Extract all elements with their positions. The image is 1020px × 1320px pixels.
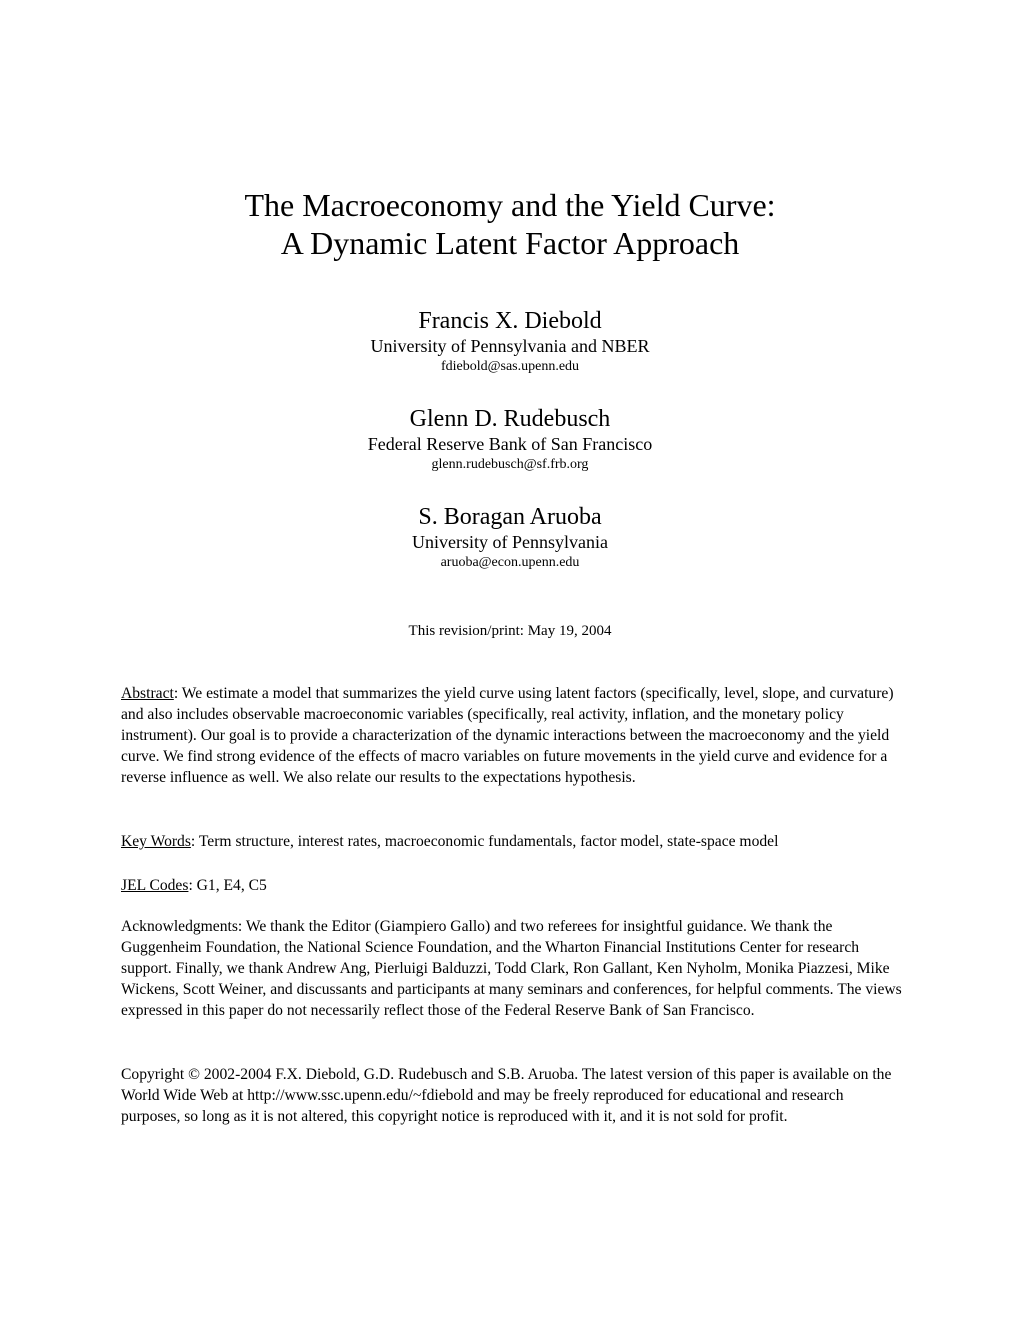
- author-name: S. Boragan Aruoba: [418, 504, 602, 530]
- keywords-text: : Term structure, interest rates, macroeconomic fundamentals, factor model, state-space model: [190, 833, 779, 850]
- jel-codes-paragraph: [121, 875, 906, 896]
- author-name: Francis X. Diebold: [418, 308, 602, 334]
- paper-title: [0, 186, 1020, 262]
- author-email: aruoba@econ.upenn.edu: [440, 555, 580, 570]
- revision-date: This revision/print: May 19, 2004: [408, 623, 612, 639]
- author-block-rudebusch: [0, 405, 1020, 475]
- author-name: Glenn D. Rudebusch: [409, 406, 611, 432]
- jel-codes-label: JEL Codes: [121, 877, 189, 894]
- paper-title-line-2: A Dynamic Latent Factor Approach: [280, 225, 740, 261]
- author-affiliation: University of Pennsylvania and NBER: [370, 336, 650, 356]
- copyright-notice: Copyright © 2002-2004 F.X. Diebold, G.D. Rudebusch and S.B. Aruoba. The latest version of this paper is available on the World Wide Web at http://www.ssc.upenn.edu/~fdiebold and may be freely reproduced for educational and research purposes, so long as it is not altered, this copyright notice is reproduced with it, and it is not sold for profit.: [121, 1066, 892, 1126]
- abstract-text: : We estimate a model that summarizes the yield curve using latent factors (specifically, level, slope, and curvature) and also includes observable macroeconomic variables (specifically, real activity, inflation, and the monetary policy instrument). Our goal is to provide a characterization of the dynamic interactions between the macroeconomy and the yield curve. We find strong evidence of the effects of macro variables on future movements in the yield curve and evidence for a reverse influence as well. We also relate our results to the expectations hypothesis.: [121, 685, 894, 787]
- author-block-aruoba: [0, 503, 1020, 573]
- author-affiliation: University of Pennsylvania: [412, 532, 608, 552]
- keywords-label: Key Words: [121, 833, 191, 850]
- abstract-paragraph: [121, 683, 906, 788]
- acknowledgments-paragraph: Acknowledgments: We thank the Editor (Giampiero Gallo) and two referees for insightful guidance. We thank the Guggenheim Foundation, the National Science Foundation, and the Wharton Financial Institutions Center for research support. Finally, we thank Andrew Ang, Pierluigi Balduzzi, Todd Clark, Ron Gallant, Ken Nyholm, Monika Piazzesi, Mike Wickens, Scott Weiner, and discussants and participants at many seminars and conferences, for helpful comments. The views expressed in this paper do not necessarily reflect those of the Federal Reserve Bank of San Francisco.: [121, 918, 902, 1020]
- abstract-label: Abstract: [121, 685, 174, 702]
- jel-codes-text: : G1, E4, C5: [188, 877, 267, 894]
- paper-title-line-1: The Macroeconomy and the Yield Curve:: [244, 187, 776, 223]
- author-email: glenn.rudebusch@sf.frb.org: [431, 457, 589, 472]
- author-email: fdiebold@sas.upenn.edu: [440, 359, 580, 374]
- author-affiliation: Federal Reserve Bank of San Francisco: [367, 434, 653, 454]
- author-block-diebold: [0, 307, 1020, 377]
- keywords-paragraph: [121, 831, 906, 852]
